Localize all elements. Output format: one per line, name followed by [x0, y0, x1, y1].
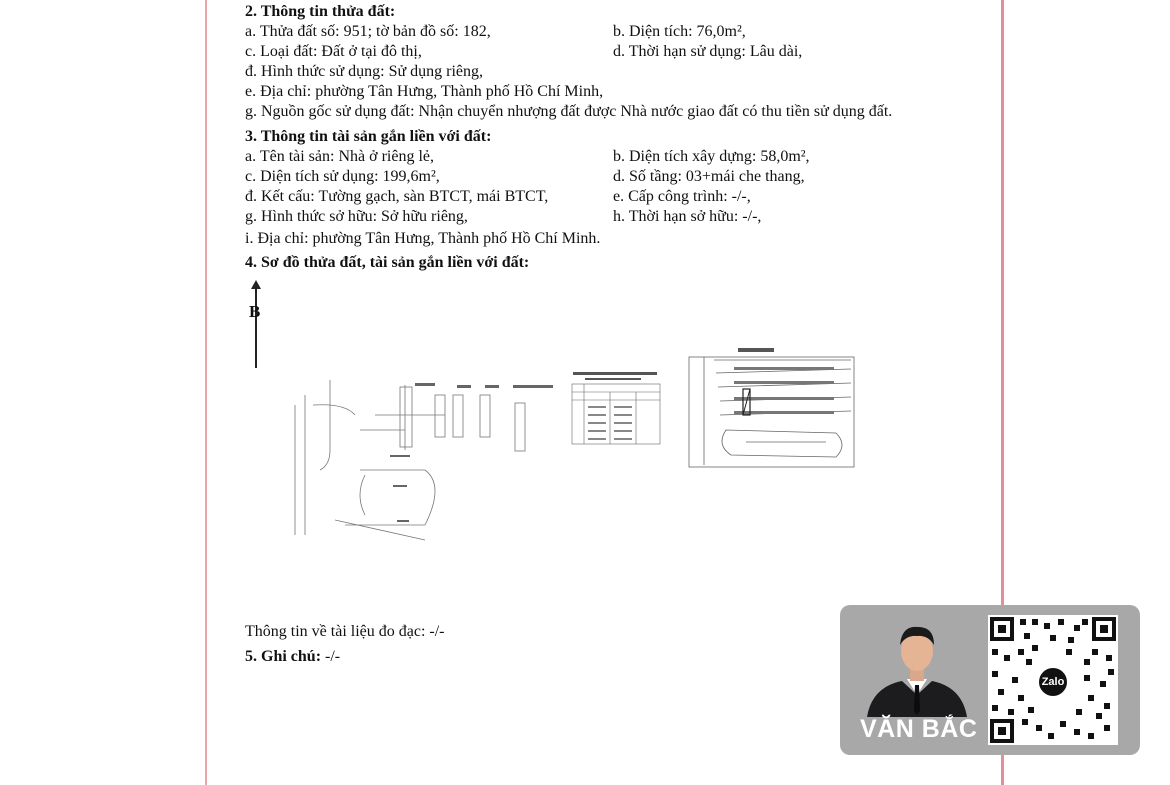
structure: đ. Kết cấu: Tường gạch, sàn BTCT, mái BTCT,: [245, 188, 549, 205]
section5-notes: [245, 647, 340, 667]
avatar: [862, 615, 972, 717]
construction-area: b. Diện tích xây dựng: 58,0m²,: [613, 148, 810, 165]
parcel-area: b. Diện tích: 76,0m²,: [613, 23, 746, 40]
section2-heading: 2. Thông tin thửa đất:: [245, 3, 396, 20]
section3-heading: 3. Thông tin tài sản gắn liền với đất:: [245, 128, 492, 145]
north-arrow: [245, 280, 269, 370]
survey-info: Thông tin về tài liệu đo đạc: -/-: [245, 623, 445, 640]
page-border-left: [205, 0, 207, 785]
asset-name: a. Tên tài sản: Nhà ở riêng lẻ,: [245, 148, 434, 165]
zalo-badge-icon: Zalo: [1036, 665, 1070, 699]
ownership-term: h. Thời hạn sở hữu: -/-,: [613, 208, 762, 225]
location-map-diagram: [686, 345, 858, 475]
land-type: c. Loại đất: Đất ở tại đô thị,: [245, 43, 422, 60]
qr-code[interactable]: [988, 615, 1118, 745]
asset-address: i. Địa chỉ: phường Tân Hưng, Thành phố Hồ Chí Minh.: [245, 230, 601, 247]
contact-card: [840, 605, 1140, 755]
notes-value: -/-: [325, 648, 341, 665]
ownership-form: g. Hình thức sở hữu: Sở hữu riêng,: [245, 208, 468, 225]
coordinate-table-diagram: [570, 370, 662, 448]
section4-heading: 4. Sơ đồ thửa đất, tài sản gắn liền với đất:: [245, 254, 530, 271]
parcel-number: a. Thửa đất số: 951; tờ bản đồ số: 182,: [245, 23, 491, 40]
land-address: e. Địa chỉ: phường Tân Hưng, Thành phố Hồ Chí Minh,: [245, 83, 604, 100]
parcel-plan-diagram: [285, 375, 555, 545]
floor-count: d. Số tầng: 03+mái che thang,: [613, 168, 805, 185]
contact-name: VĂN BẮC: [860, 715, 978, 743]
usable-area: c. Diện tích sử dụng: 199,6m²,: [245, 168, 440, 185]
north-letter: B: [249, 302, 261, 321]
notes-label: 5. Ghi chú:: [245, 648, 322, 665]
land-origin: g. Nguồn gốc sử dụng đất: Nhận chuyển nhượng đất được Nhà nước giao đất có thu tiền sử dụng đất.: [245, 103, 893, 120]
building-grade: e. Cấp công trình: -/-,: [613, 188, 751, 205]
usage-form: đ. Hình thức sử dụng: Sử dụng riêng,: [245, 63, 484, 80]
land-term: d. Thời hạn sử dụng: Lâu dài,: [613, 43, 803, 60]
